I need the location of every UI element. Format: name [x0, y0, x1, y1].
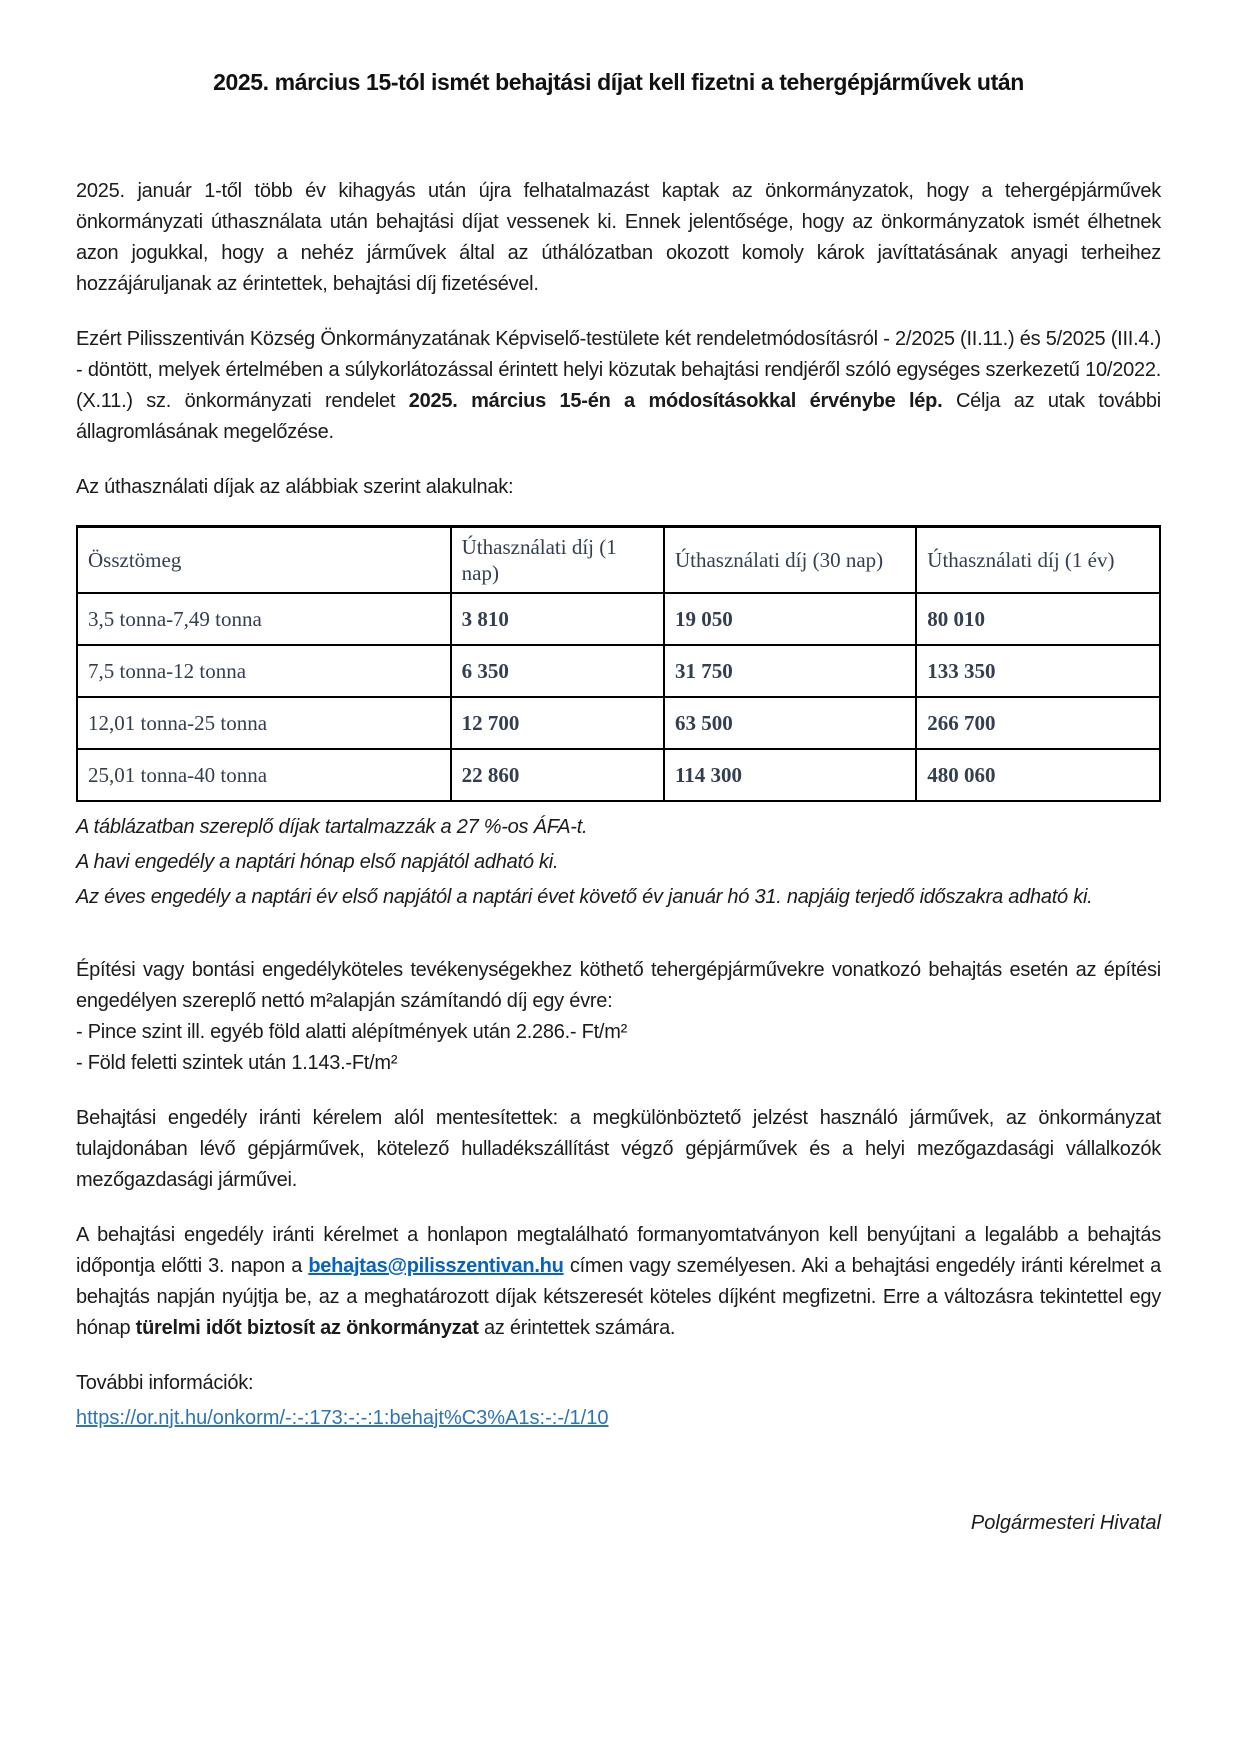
table-cell-fee: 266 700	[916, 697, 1160, 749]
decree-text-post: Célja az utak további állagromlásának megelőzése.	[76, 390, 1161, 443]
table-cell-weight: 7,5 tonna-12 tonna	[77, 645, 451, 697]
email-link[interactable]: behajtas@pilisszentivan.hu	[308, 1255, 564, 1277]
table-cell-fee: 22 860	[451, 749, 664, 801]
decree-paragraph	[76, 324, 1161, 448]
signature: Polgármesteri Hivatal	[970, 1512, 1161, 1534]
decree-text-pre: Ezért Pilisszentiván Község Önkormányzatának Képviselő-testülete két rendeletmódosításról - 2/2025 (II.11.) és 5/2025 (III.4.) - döntött, melyek értelmében a súlykorlátozással érintett helyi közutak behajtási rendjéről szóló egységes szerkezetű 10/2022. (X.11.) sz. önkormányzati rendelet	[76, 328, 1161, 412]
table-cell-weight: 12,01 tonna-25 tonna	[77, 697, 451, 749]
intro-paragraph: 2025. január 1-től több év kihagyás után újra felhatalmazást kaptak az önkormányzatok, hogy a tehergépjárművek önkormányzati úthasználata után behajtási díjat vessenek ki. Ennek jelentősége, hogy az önkormányzatok ismét élhetnek azon jogukkal, hogy a nehéz járművek által az úthálózatban okozott komoly károk javíttatásának anyagi terheihez hozzájáruljanak az érintettek, behajtási díj fizetésével.	[76, 180, 1161, 295]
table-row	[77, 697, 1160, 749]
application-text-mid: címen vagy személyesen. Aki a behajtási engedély iránti kérelmet a behajtás napján nyújtja be, az a meghatározott díjak kétszeresét köteles díjként megfizetni. Erre a változásra tekintettel egy hónap	[76, 1255, 1161, 1339]
application-text-pre: A behajtási engedély iránti kérelmet a honlapon megtalálható formanyomtatványon kell benyújtani a legalább a behajtás időpontja előtti 3. napon a	[76, 1224, 1161, 1277]
more-info-link[interactable]: https://or.njt.hu/onkorm/-:-:173:-:-:1:behajt%C3%A1s:-:-/1/10	[76, 1407, 609, 1429]
table-cell-fee: 6 350	[451, 645, 664, 697]
table-cell-fee: 63 500	[664, 697, 916, 749]
header-cell-weight: Össztömeg	[77, 527, 451, 594]
fees-table	[76, 525, 1161, 802]
application-text-post: az érintettek számára.	[478, 1317, 676, 1339]
table-cell-fee: 480 060	[916, 749, 1160, 801]
grace-period-bold: türelmi időt biztosít az önkormányzat	[135, 1317, 479, 1339]
table-header-row	[77, 527, 1160, 594]
annual-permit-note: Az éves engedély a naptári év első napjától a naptári évet követő év január hó 31. napjáig terjedő időszakra adható ki.	[76, 886, 1093, 908]
basement-fee-item: - Pince szint ill. egyéb föld alatti alépítmények után 2.286.- Ft/m²	[76, 1021, 628, 1043]
application-paragraph	[76, 1220, 1161, 1344]
construction-section	[76, 955, 1161, 1079]
table-cell-fee: 31 750	[664, 645, 916, 697]
construction-paragraph: Építési vagy bontási engedélyköteles tevékenységekhez köthető tehergépjárművekre vonatkozó behajtás esetén az építési engedélyen szereplő nettó m²alapján számítandó díj egy évre:	[76, 959, 1161, 1012]
header-cell-30day: Úthasználati díj (30 nap)	[664, 527, 916, 594]
table-row	[77, 593, 1160, 645]
fees-intro: Az úthasználati díjak az alábbiak szerint alakulnak:	[76, 476, 514, 498]
table-cell-weight: 25,01 tonna-40 tonna	[77, 749, 451, 801]
table-row	[77, 645, 1160, 697]
decree-effective-date-bold: 2025. március 15-én a módosításokkal érvénybe lép.	[408, 390, 943, 412]
table-notes	[76, 812, 1161, 913]
table-cell-fee: 19 050	[664, 593, 916, 645]
more-info-label: További információk:	[76, 1372, 254, 1394]
monthly-permit-note: A havi engedély a naptári hónap első napjától adható ki.	[76, 851, 559, 873]
table-cell-fee: 133 350	[916, 645, 1160, 697]
table-cell-fee: 80 010	[916, 593, 1160, 645]
above-ground-fee-item: - Föld feletti szintek után 1.143.-Ft/m²	[76, 1052, 398, 1074]
table-cell-weight: 3,5 tonna-7,49 tonna	[77, 593, 451, 645]
document-title: 2025. március 15-tól ismét behajtási díjat kell fizetni a tehergépjárművek után	[213, 69, 1024, 95]
more-info-link-line	[76, 1403, 1161, 1434]
table-cell-fee: 12 700	[451, 697, 664, 749]
header-cell-1day: Úthasználati díj (1 nap)	[451, 527, 664, 594]
more-info-section	[76, 1368, 1161, 1434]
table-row	[77, 749, 1160, 801]
header-cell-1year: Úthasználati díj (1 év)	[916, 527, 1160, 594]
table-cell-fee: 3 810	[451, 593, 664, 645]
exemptions-paragraph: Behajtási engedély iránti kérelem alól mentesítettek: a megkülönböztető jelzést használó járművek, az önkormányzat tulajdonában lévő gépjárművek, kötelező hulladékszállítást végző gépjárművek és a helyi mezőgazdasági vállalkozók mezőgazdasági járművei.	[76, 1107, 1161, 1191]
table-cell-fee: 114 300	[664, 749, 916, 801]
vat-note: A táblázatban szereplő díjak tartalmazzák a 27 %-os ÁFA-t.	[76, 816, 588, 838]
